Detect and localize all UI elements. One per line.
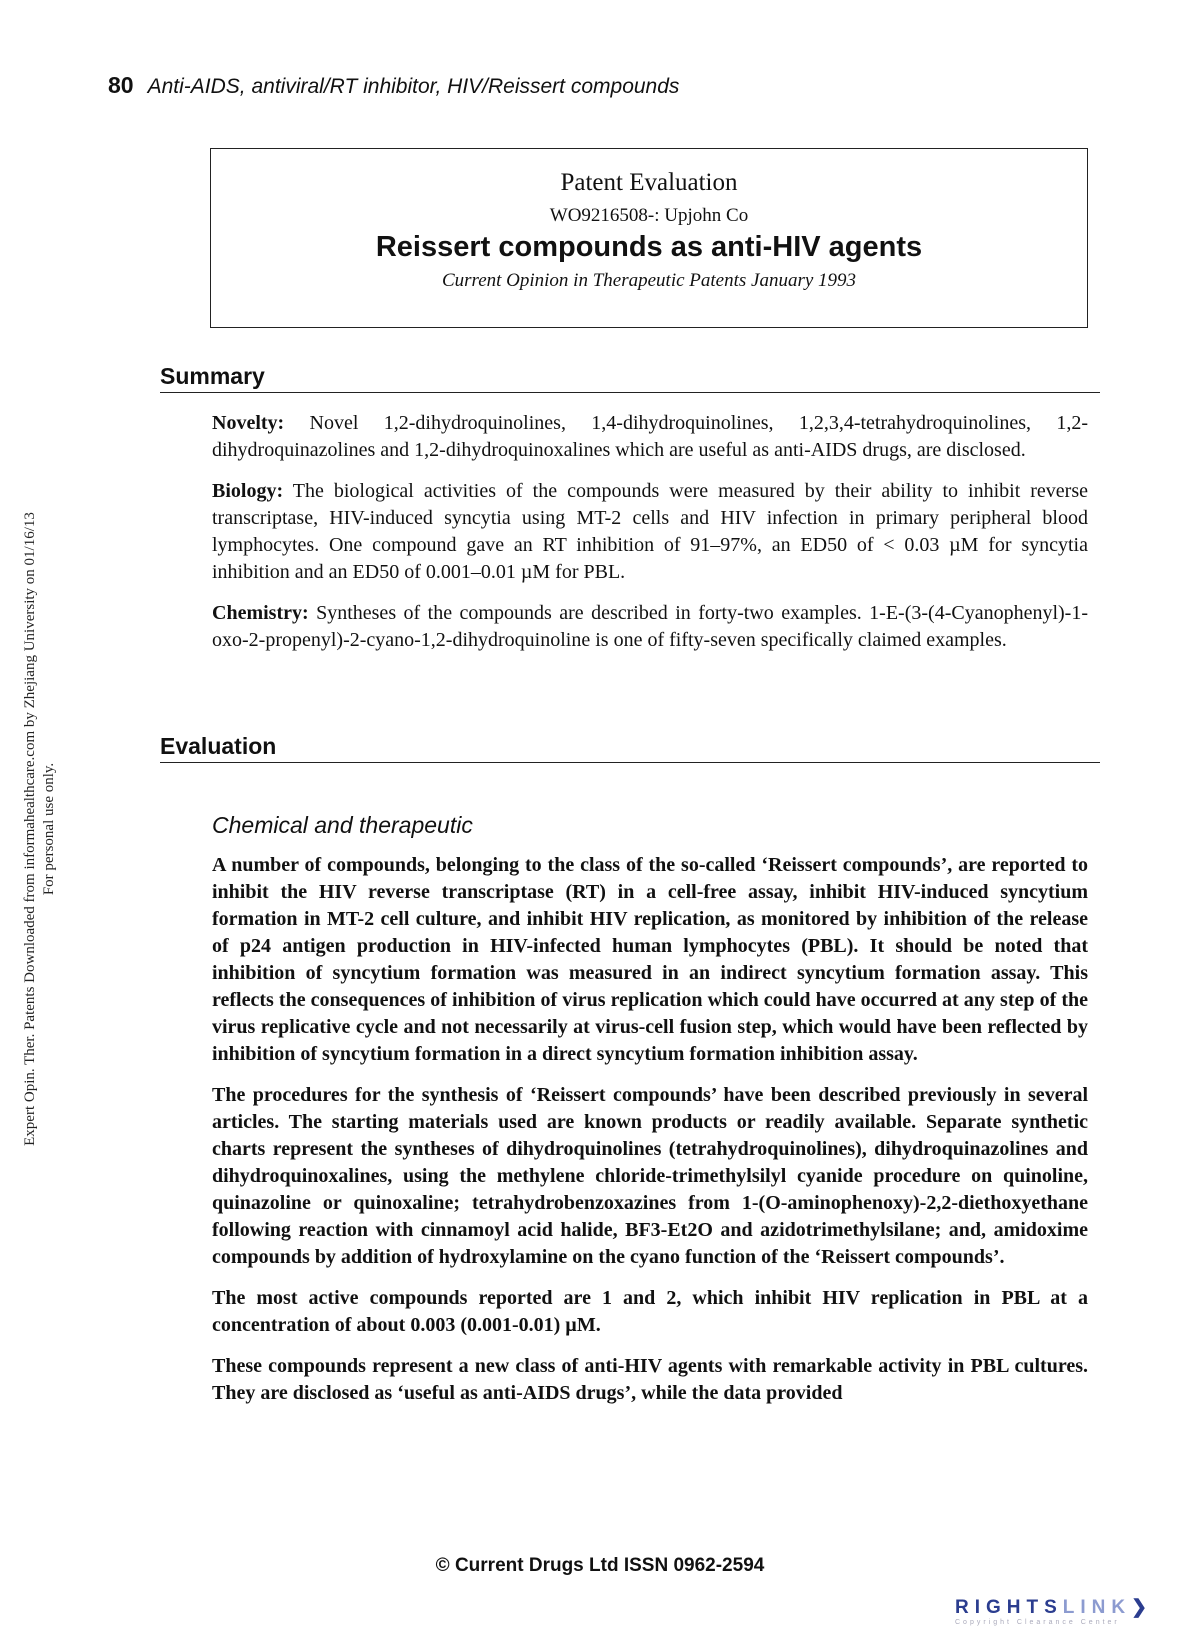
paragraph: These compounds represent a new class of anti-HIV agents with remarkable activity in PBL cultures. They are disclosed as ‘useful as anti-AIDS drugs’, while the data provided [212,1355,1088,1404]
summary-body [212,410,1088,668]
rightslink-logo: RIGHTSLINK❯ Copyright Clearance Center [955,1597,1154,1626]
evaluation-body [212,852,1088,1421]
patent-number: WO9216508-: Upjohn Co [549,205,749,226]
side-note-line: For personal use only. [41,762,57,896]
evaluation-subheading: Chemical and therapeutic [212,812,473,838]
novelty-paragraph [212,410,1088,464]
source: Current Opinion in Therapeutic Patents January 1993 [441,270,857,291]
text: The biological activities of the compounds were measured by their ability to inhibit reverse transcriptase, HIV-induced syncytia using MT-2 cells and HIV infection in primary peripheral blood lymphocytes. One compound gave an RT inhibition of 91–97%, an ED50 of < 0.03 µM for syncytia inhibition and an ED50 of 0.001–0.01 µM for PBL. [212,480,1088,583]
label: Chemistry: [212,602,309,624]
paragraph: A number of compounds, belonging to the class of the so-called ‘Reissert compounds’, are reported to inhibit the HIV reverse transcriptase (RT) in a cell-free assay, inhibit HIV-induced syncytium formation in MT-2 cell culture, and inhibit HIV replication, as monitored by inhibition of the release of p24 antigen production in HIV-infected human lymphocytes (PBL). It should be noted that inhibition of syncytium formation was measured in an indirect syncytium formation assay. This reflects the consequences of inhibition of virus replication which could have occurred at any step of the virus replicative cycle and not necessarily at virus-cell fusion step, which would have been reflected by inhibition of syncytium formation in a direct syncytium formation inhibition assay. [212,854,1088,1065]
side-download-note [21,459,59,1199]
text: Syntheses of the compounds are described in forty-two examples. 1-E-(3-(4-Cyanophenyl)-1-oxo-2-propenyl)-2-cyano-1,2-dihydroquinoline is one of fifty-seven specifically claimed examples. [212,602,1088,651]
logo-tagline: Copyright Clearance Center [955,1619,1120,1626]
paragraph: The procedures for the synthesis of ‘Reissert compounds’ have been described previously in several articles. The starting materials used are known products or readily available. Separate synthetic charts represent the syntheses of dihydroquinolines (tetrahydroquinolines), dihydroquinazolines and dihydroquinoxalines, using the methylene chloride-trimethylsilyl cyanide procedure on quinoline, quinazoline or quinoxaline; tetrahydrobenzoxazines from 1-(O-aminophenoxy)-2,2-diethoxyethane following reaction with cinnamoyl acid halide, BF3-Et2O and azidotrimethylsilane; and, amidoxime compounds by addition of hydroxylamine on the cyano function of the ‘Reissert compounds’. [212,1084,1088,1268]
logo-text: LINK [1062,1597,1132,1618]
footer-copyright: © Current Drugs Ltd ISSN 0962-2594 [435,1555,765,1576]
summary-heading: Summary [160,363,1100,393]
article-title: Reissert compounds as anti-HIV agents [375,231,923,263]
page-number: 80 [108,72,134,98]
biology-paragraph [212,478,1088,586]
label: Biology: [212,480,284,502]
paragraph: The most active compounds reported are 1 and 2, which inhibit HIV replication in PBL at a concentration of about 0.003 (0.001-0.01) µM. [212,1287,1088,1336]
evaluation-kind: Patent Evaluation [560,169,738,196]
title-box [210,148,1088,328]
running-header [108,72,679,99]
chemistry-paragraph [212,600,1088,654]
running-title: Anti-AIDS, antiviral/RT inhibitor, HIV/Reissert compounds [147,75,680,98]
label: Novelty: [212,412,285,434]
logo-text: RIGHTS [955,1597,1063,1618]
text: Novel 1,2-dihydroquinolines, 1,4-dihydroquinolines, 1,2,3,4-tetrahydroquinolines, 1,2-dihydroquinazolines and 1,2-dihydroquinoxalines which are useful as anti-AIDS drugs, are disclosed. [212,412,1088,461]
evaluation-heading: Evaluation [160,733,1100,763]
side-note-line: Expert Opin. Ther. Patents Downloaded from informahealthcare.com by Zhejiang University on 01/16/13 [22,512,38,1146]
